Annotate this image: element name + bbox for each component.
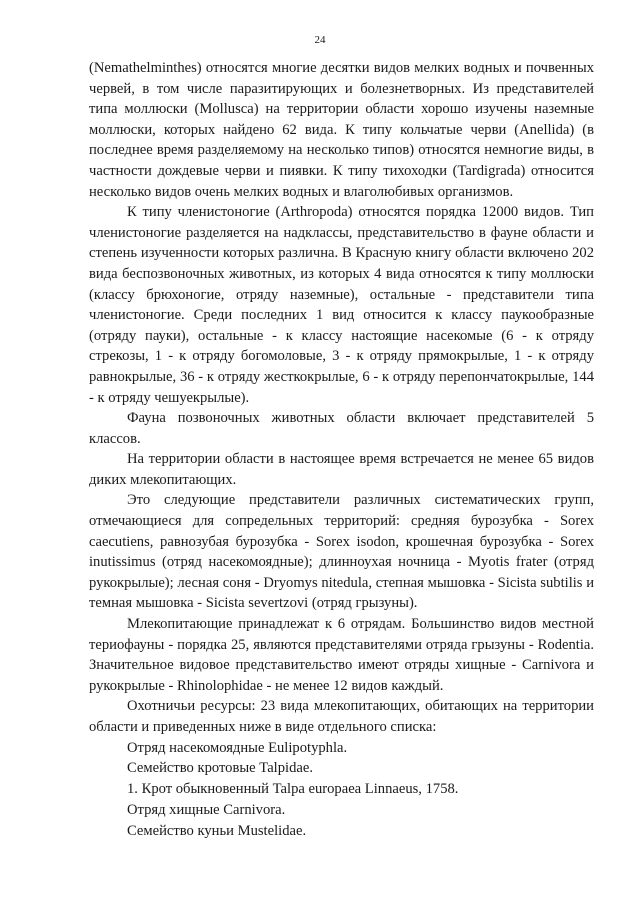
list-item-family-talpidae: Семейство кротовые Talpidae. bbox=[127, 760, 313, 777]
paragraph-orders: Млекопитающие принадлежат к 6 отрядам. Большинство видов местной териофауны - порядка 25, являются представителями отряда грызуны - Rodentia. Значительное видовое представительство имеют отряды хищные - Carnivora и рукокрылые - Rhinolophidae - не менее 12 видов каждый. bbox=[89, 616, 594, 694]
page-number: 24 bbox=[314, 34, 326, 46]
paragraph-hunting-resources: Охотничьи ресурсы: 23 вида млекопитающих, обитающих на территории области и приведенных ниже в виде отдельного списка: bbox=[89, 698, 594, 735]
list-item-order-eulipotyphla: Отряд насекомоядные Eulipotyphla. bbox=[127, 739, 348, 756]
paragraph-arthropoda: К типу членистоногие (Arthropoda) относятся порядка 12000 видов. Тип членистоногие разделяется на надклассы, представительство в фауне области и степень изученности которых различна. В Красную книгу области включено 202 вида беспозвоночных животных, из которых 4 вида относятся к типу моллюски (классу брюхоногие, отряду наземные), остальные - представители типа членистоногие. Среди последних 1 вид относится к классу паукообразные (отряду пауки), остальные - к классу настоящие насекомые (6 - к отряду стрекозы, 1 - к отряду богомоловые, 3 - к отряду прямокрылые, 1 - к отряду равнокрылые, 36 - к отряду жесткокрылые, 6 - к отряду перепончатокрылые, 144 - к отряду чешуекрылые). bbox=[89, 204, 594, 406]
list-item-order-carnivora: Отряд хищные Carnivora. bbox=[127, 801, 286, 818]
paragraph-mammals-count: На территории области в настоящее время встречается не менее 65 видов диких млекопитающих. bbox=[89, 451, 594, 488]
body-text bbox=[89, 58, 594, 842]
list-item-family-mustelidae: Семейство куньи Mustelidae. bbox=[127, 822, 307, 839]
list-item-talpa-europaea: 1. Крот обыкновенный Talpa europaea Linnaeus, 1758. bbox=[127, 781, 459, 798]
paragraph-adjacent-species: Это следующие представители различных систематических групп, отмечающиеся для сопредельных территорий: средняя бурозубка - Sorex caecutiens, равнозубая бурозубка - Sorex isodon, крошечная бурозубка - Sorex inutissimus (отряд насекомоядные); длинноухая ночница - Myotis frater (отряд рукокрылые); лесная соня - Dryomys nitedula, степная мышовка - Sicista subtilis и темная мышовка - Sicista severtzovi (отряд грызуны). bbox=[89, 492, 594, 612]
paragraph-vertebrates: Фауна позвоночных животных области включает представителей 5 классов. bbox=[89, 410, 594, 447]
paragraph-continuation: (Nemathelminthes) относятся многие десятки видов мелких водных и почвенных червей, в том числе паразитирующих и болезнетворных. Из представителей типа моллюски (Mollusca) на территории области хорошо изучены наземные моллюски, которых найдено 62 вида. К типу кольчатые черви (Anellida) (в последнее время разделяемому на несколько типов) относятся немногие виды, в частности дождевые черви и пиявки. К типу тихоходки (Tardigrada) относится несколько видов очень мелких водных и влаголюбивых организмов. bbox=[89, 60, 594, 200]
